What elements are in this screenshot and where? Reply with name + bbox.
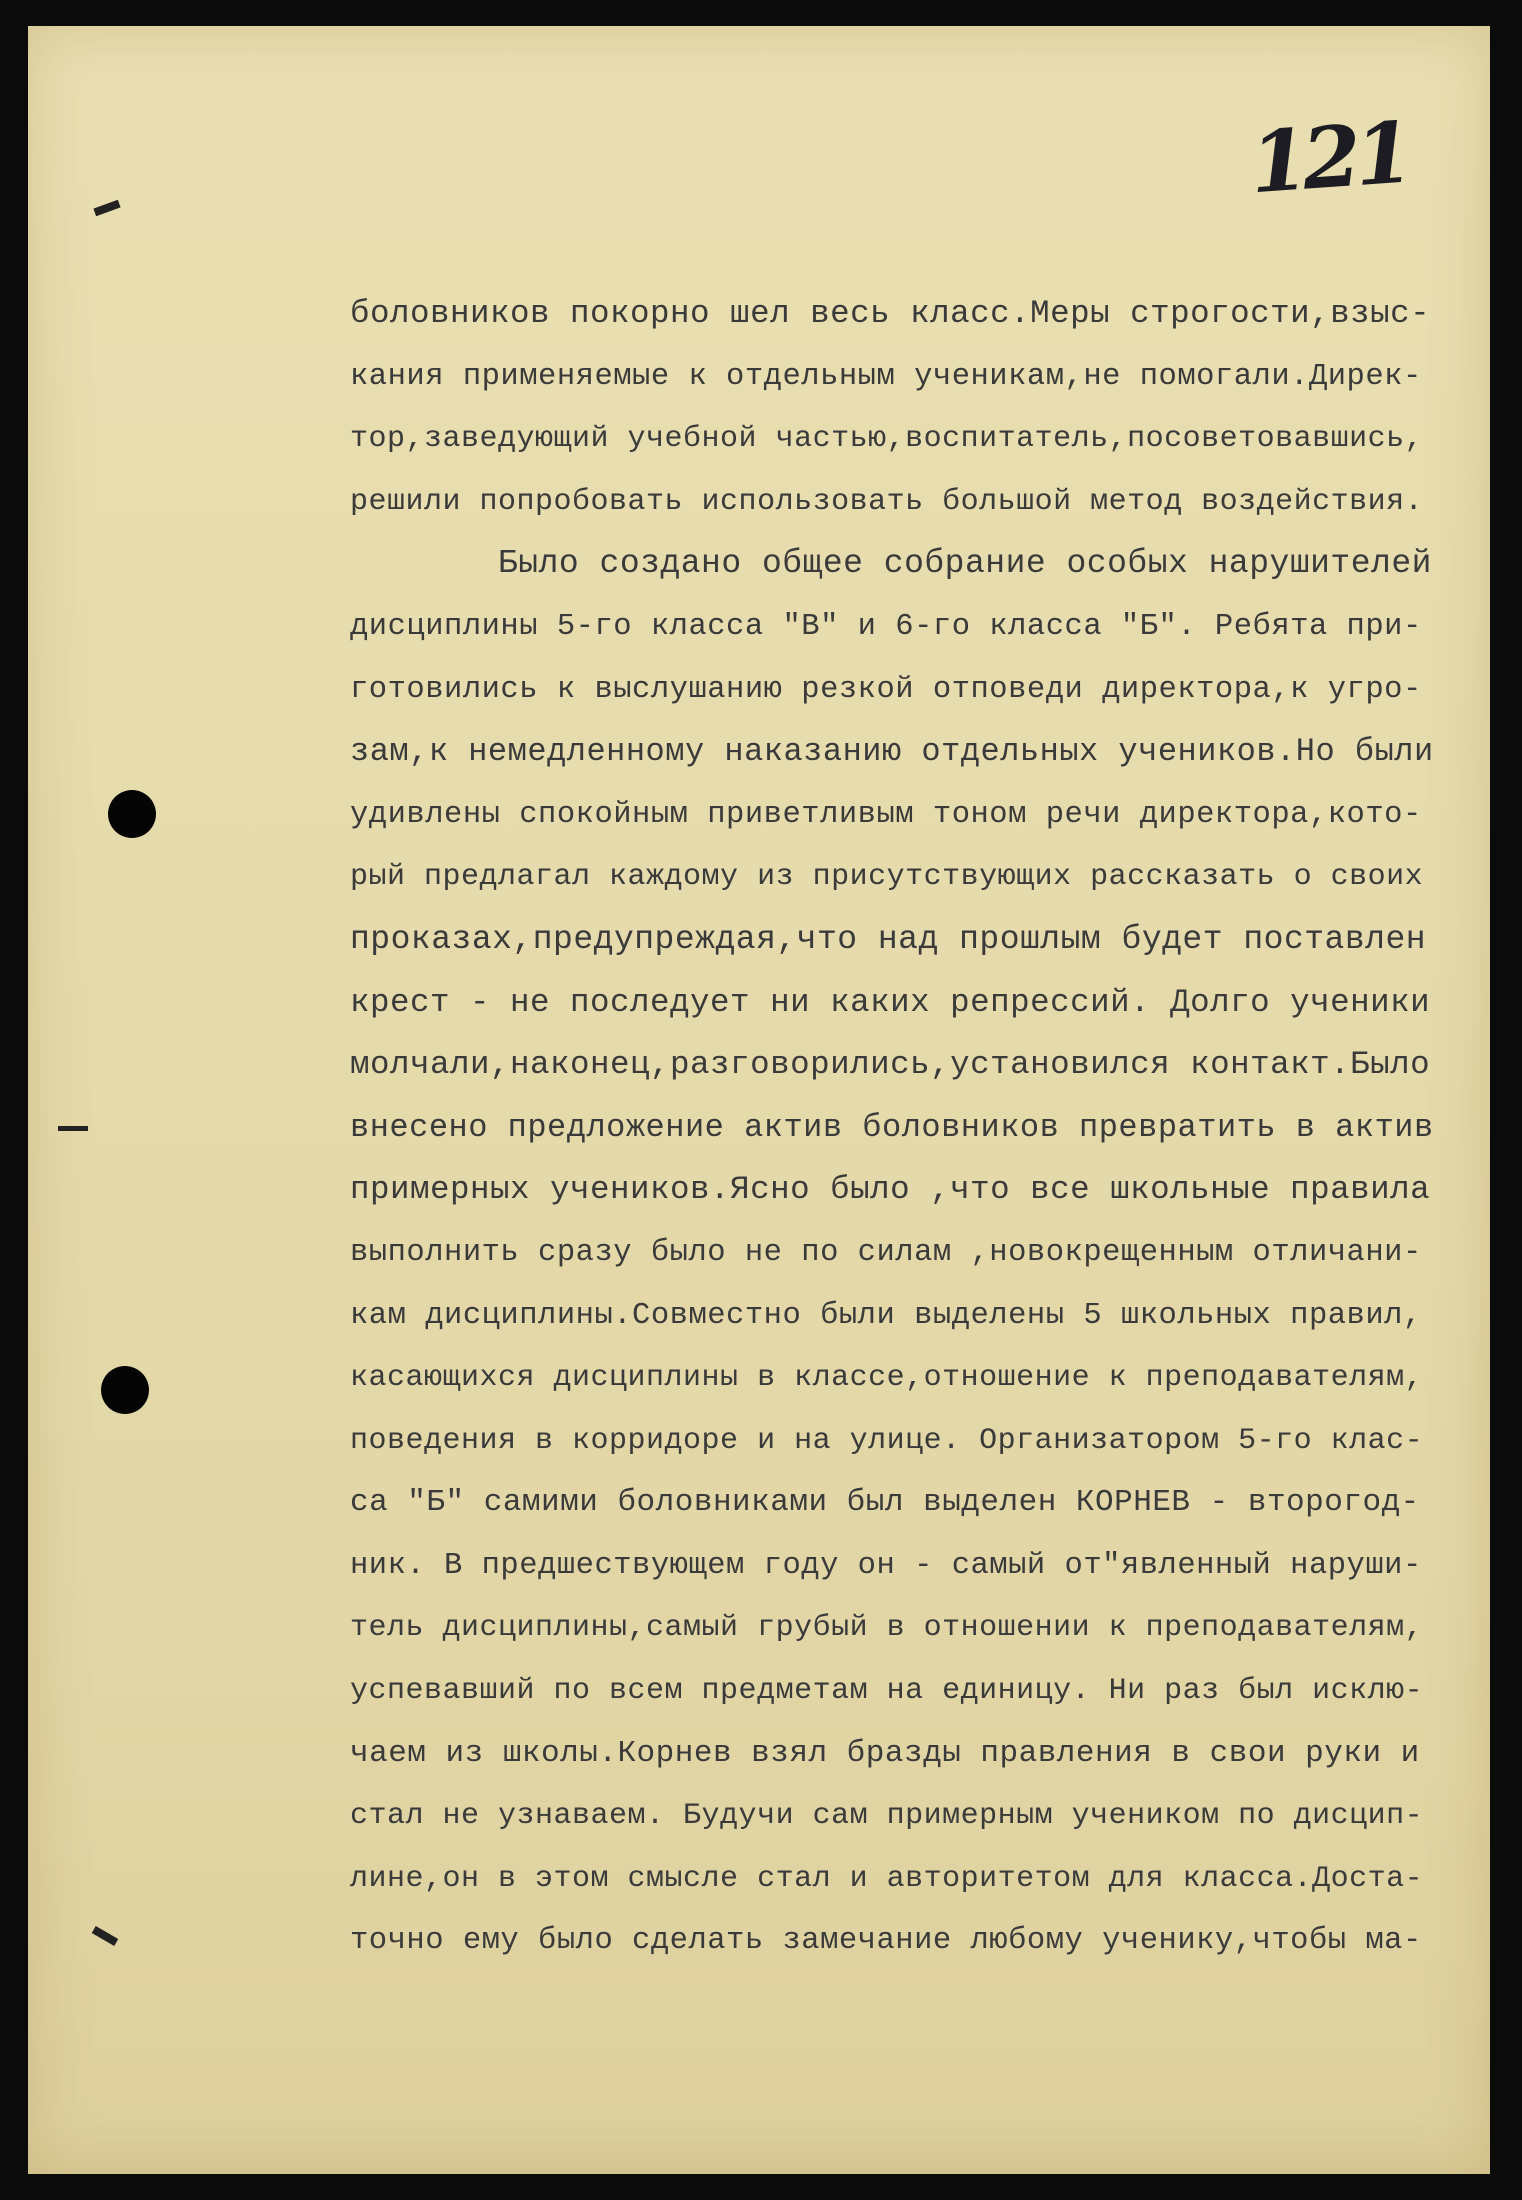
text-line: тель дисциплины,самый грубый в отношении к преподавателям, (350, 1611, 1424, 1646)
text-line: готовились к выслушанию резкой отповеди директора,к угро- (350, 672, 1422, 707)
staple-mark (93, 200, 120, 216)
text-line: тор,заведующий учебной частью,воспитатель,посоветовавшись, (350, 422, 1424, 457)
text-line: стал не узнаваем. Будучи сам примерным учеником по дисцип- (350, 1799, 1424, 1834)
text-line: зам,к немедленному наказанию отдельных учеников.Но были (350, 733, 1434, 771)
staple-mark (58, 1126, 88, 1131)
typed-text (350, 283, 1436, 1973)
text-line: выполнить сразу было не по силам ,новокрещенным отличани- (350, 1235, 1422, 1270)
text-line: чаем из школы.Корнев взял бразды правления в свои руки и (350, 1735, 1420, 1771)
text-line: проказах,предупреждая,что над прошлым будет поставлен (350, 920, 1427, 958)
document-page (28, 26, 1490, 2174)
text-line: примерных учеников.Ясно было ,что все школьные правила (350, 1171, 1431, 1209)
text-line: крест - не последует ни каких репрессий. Долго ученики (350, 983, 1431, 1021)
text-line: дисциплины 5-го класса "В" и 6-го класса "Б". Ребята при- (350, 609, 1422, 644)
text-line: решили попробовать использовать большой метод воздействия. (350, 484, 1424, 519)
page-number: 121 (1246, 102, 1411, 213)
text-line: ник. В предшествующем году он - самый от"явленный наруши- (350, 1548, 1422, 1583)
punch-hole (101, 1366, 149, 1414)
text-line: са "Б" самими боловниками был выделен КОРНЕВ - второгод- (350, 1485, 1420, 1521)
text-line: касающихся дисциплины в классе,отношение к преподавателям, (350, 1361, 1424, 1396)
text-line: успевавший по всем предметам на единицу. Ни раз был исклю- (350, 1674, 1424, 1709)
text-line: точно ему было сделать замечание любому ученику,чтобы ма- (350, 1924, 1422, 1959)
text-line: молчали,наконец,разговорились,установился контакт.Было (350, 1046, 1431, 1084)
text-line: поведения в корридоре и на улице. Организатором 5-го клас- (350, 1423, 1424, 1458)
text-line: рый предлагал каждому из присутствующих рассказать о своих (350, 860, 1424, 895)
text-line: Было создано общее собрание особых нарушителей (498, 545, 1432, 583)
text-line: кам дисциплины.Совместно были выделены 5 школьных правил, (350, 1298, 1422, 1333)
text-line: кания применяемые к отдельным ученикам,не помогали.Дирек- (350, 359, 1422, 394)
text-line: лине,он в этом смысле стал и авторитетом для класса.Доста- (350, 1861, 1424, 1896)
text-line: удивлены спокойным приветливым тоном речи директора,кото- (350, 797, 1422, 832)
text-line: боловников покорно шел весь класс.Меры строгости,взыс- (350, 295, 1431, 332)
punch-hole (108, 790, 156, 838)
staple-mark (92, 1926, 119, 1946)
text-line: внесено предложение актив боловников превратить в актив (350, 1108, 1434, 1146)
